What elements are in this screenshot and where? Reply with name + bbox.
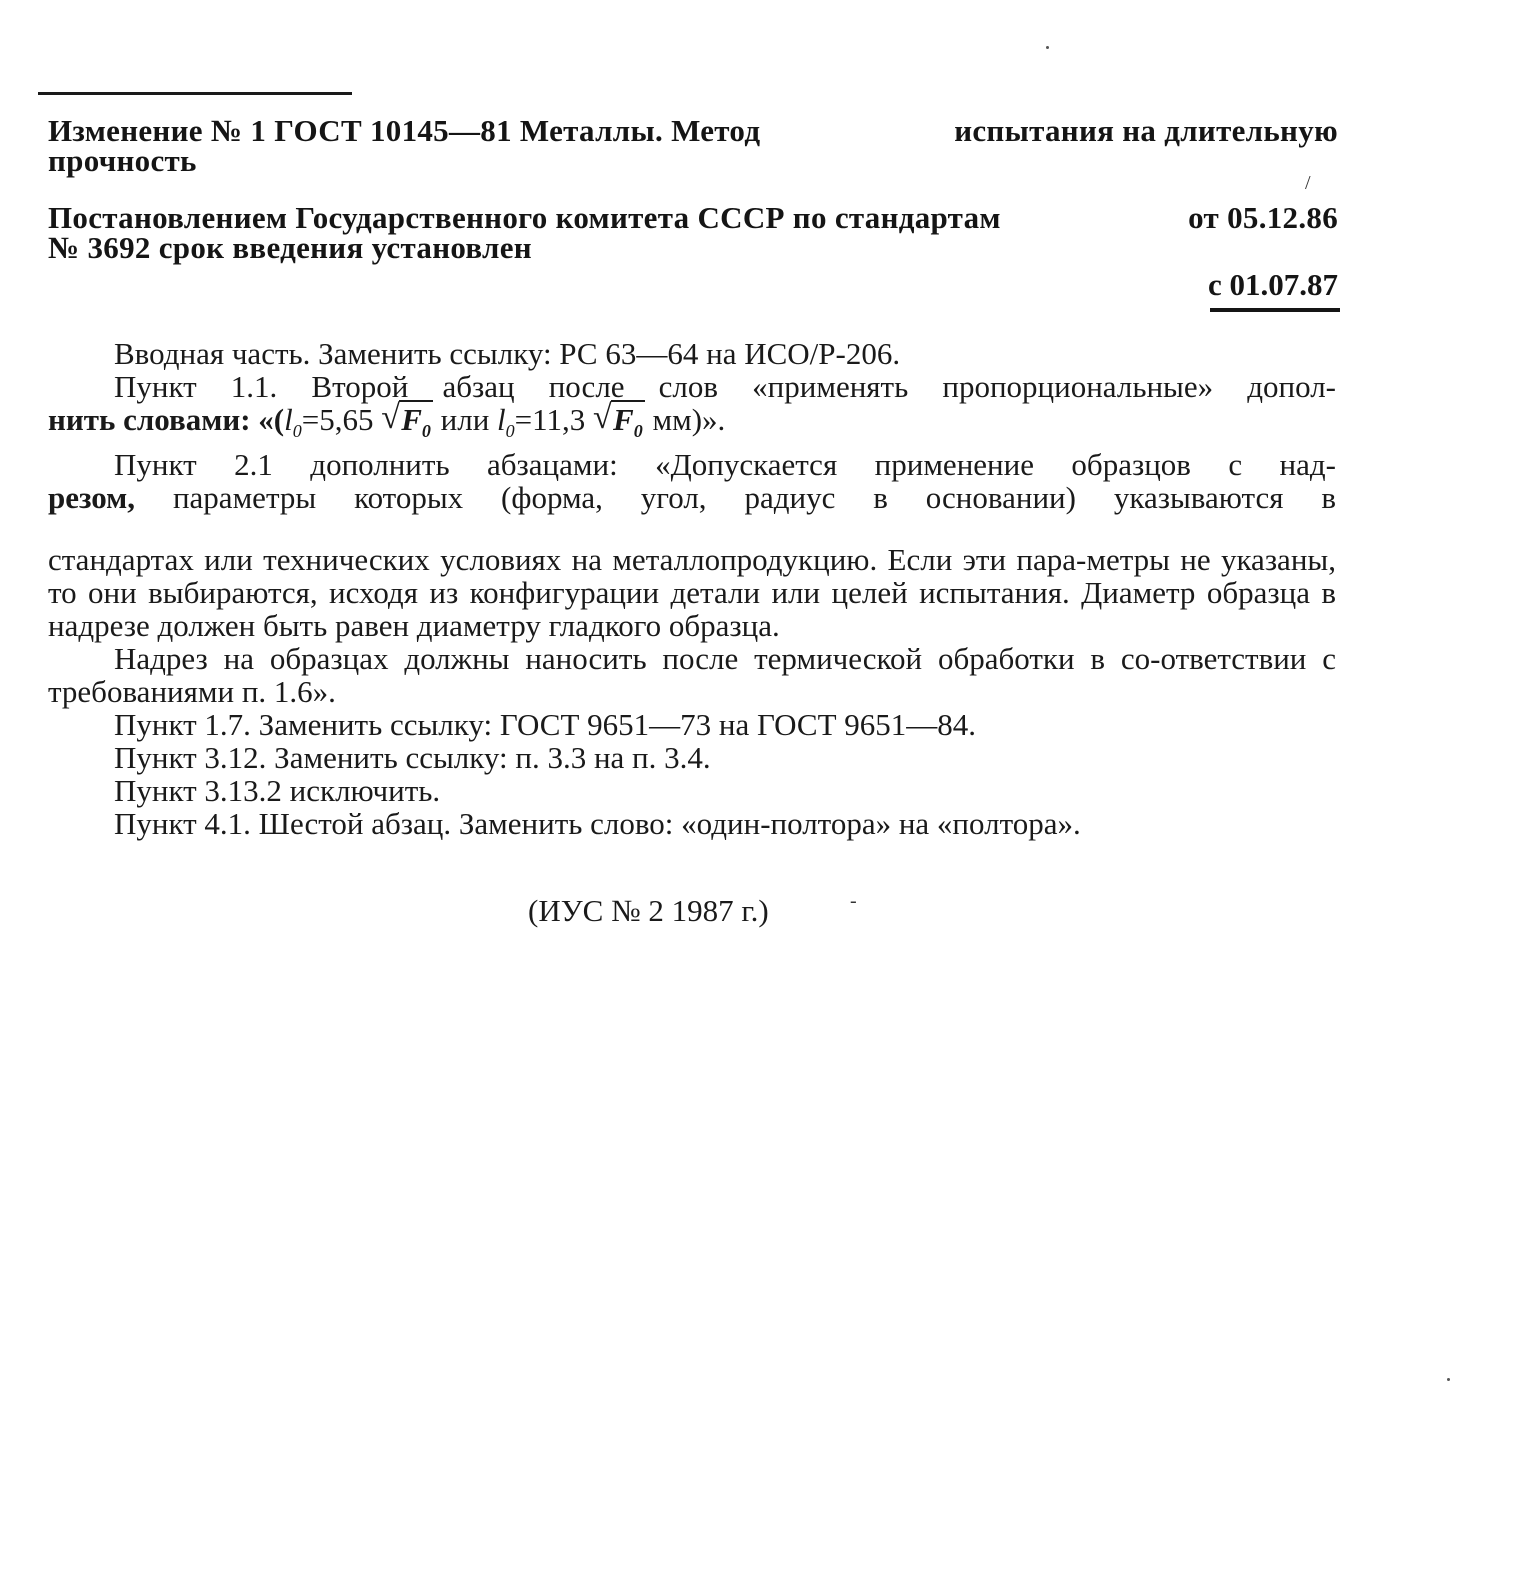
paragraph-4-1: Пункт 4.1. Шестой абзац. Заменить слово: «один-полтора» на «полтора». <box>114 806 1081 841</box>
paragraph-1-7: Пункт 1.7. Заменить ссылку: ГОСТ 9651—73 на ГОСТ 9651—84. <box>114 707 977 742</box>
effective-date-underline <box>1210 308 1340 312</box>
body-block-bottom <box>48 543 1336 840</box>
scan-mark: / <box>1305 172 1311 194</box>
sqrt-icon: √ $F_0$ <box>381 403 433 448</box>
formula-l0-b: $l_0$ <box>497 402 515 442</box>
effective-date-text: с 01.07.87 <box>1207 267 1338 302</box>
paragraph-1-1-line-1: Пункт 1.1. Второй абзац после слов «применять пропорциональные» допол- <box>114 369 1336 404</box>
effective-date <box>1208 268 1338 302</box>
paragraph-3-12: Пункт 3.12. Заменить ссылку: п. 3.3 на п. 3.4. <box>114 740 711 775</box>
amendment-title-left: Изменение № 1 ГОСТ 10145—81 Металлы. Метод <box>48 113 761 148</box>
amendment-title-line-2: прочность <box>48 143 197 178</box>
decree-statement <box>48 200 1338 265</box>
paragraph-3-13-2: Пункт 3.13.2 исключить. <box>114 773 441 808</box>
decree-number: № 3692 срок введения установлен <box>48 230 532 265</box>
amendment-title-line-1 <box>48 113 1338 148</box>
scan-speck <box>1447 1378 1450 1381</box>
body-block-top <box>48 337 1336 514</box>
paragraph-2-1-line-1: Пункт 2.1 дополнить абзацами: «Допускается применение образцов с над- <box>114 447 1336 483</box>
paragraph-1-1-line-2: нить словами: «($l_0=5,65$ √ $F_0$ или $l_0=11,3$ √ $F_0$ мм)». <box>48 403 1336 448</box>
decree-line-1 <box>48 200 1338 235</box>
decree-authority: Постановлением Государственного комитета СССР по стандартам <box>48 200 1001 235</box>
source-citation: (ИУС № 2 1987 г.) <box>528 893 769 928</box>
scan-mark: - <box>850 890 857 912</box>
formula-l0-a: $l_0$ <box>284 402 302 442</box>
paragraph-2-1-continuation: стандартах или технических условиях на металлопродукцию. Если эти пара-метры не указаны, то они выбираются, исходя из конфигурации детали или целей испытания. Диаметр образца в надрезе должен быть равен диаметру гладкого образца. <box>48 542 1336 643</box>
paragraph-2-1-line-2: резом, параметры которых (форма, угол, радиус в основании) указываются в <box>48 480 1336 516</box>
decree-date: от 05.12.86 <box>1188 200 1338 235</box>
notch-paragraph: Надрез на образцах должны наносить после термической обработки в со-ответствии с требованиями п. 1.6». <box>48 641 1336 709</box>
sqrt-icon: √ $F_0$ <box>593 403 645 448</box>
top-rule-divider <box>38 92 352 95</box>
amendment-title-right: испытания на длительную <box>954 113 1338 148</box>
intro-paragraph: Вводная часть. Заменить ссылку: РС 63—64 на ИСО/Р-206. <box>114 336 901 371</box>
amendment-title <box>48 113 1338 178</box>
scan-speck <box>1046 46 1049 49</box>
